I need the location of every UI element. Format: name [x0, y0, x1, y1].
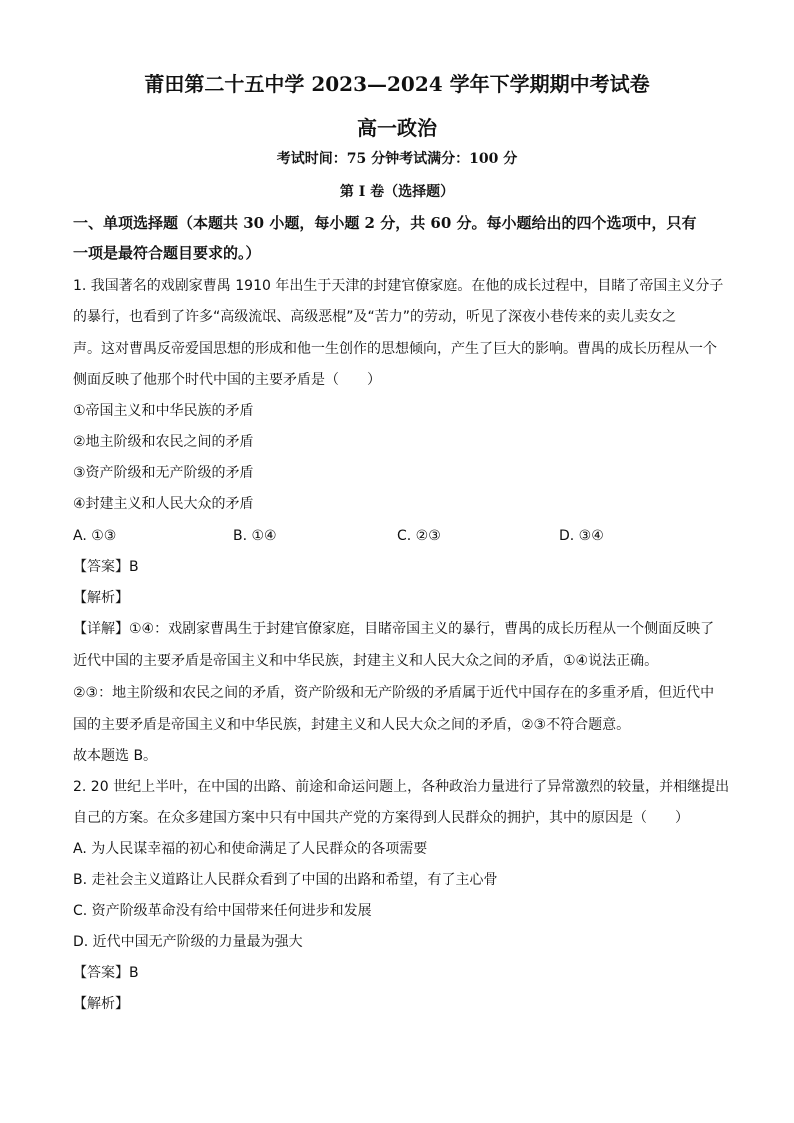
q1-option-c: C. ②③	[397, 528, 441, 544]
q1-detail-line: 近代中国的主要矛盾是帝国主义和中华民族，封建主义和人民大众之间的矛盾，①④说法正确。	[73, 653, 659, 669]
instructions-line-1: 一、单项选择题（本题共 30 小题，每小题 2 分，共 60 分。每小题给出的四个选项中，只有	[73, 214, 697, 232]
subject-title: 高一政治	[357, 116, 437, 140]
q1-stem-line: 1. 我国著名的戏剧家曹禺 1910 年出生于天津的封建官僚家庭。在他的成长过程中，目睹了帝国主义分子	[73, 278, 724, 294]
q2-option-d: D. 近代中国无产阶级的力量最为强大	[73, 934, 303, 950]
exam-info: 考试时间：75 分钟考试满分：100 分	[276, 151, 518, 167]
answer-label: 【答案】	[73, 559, 129, 575]
q2-answer	[73, 963, 733, 983]
q1-item: ④封建主义和人民大众的矛盾	[73, 496, 254, 512]
q1-stem-line: 侧面反映了他那个时代中国的主要矛盾是（ ）	[73, 372, 381, 388]
q1-stem-line: 声。这对曹禺反帝爱国思想的形成和他一生创作的思想倾向，产生了巨大的影响。曹禺的成长历程从一个	[73, 341, 717, 357]
q1-item: ③资产阶级和无产阶级的矛盾	[73, 465, 254, 481]
answer-value: B	[129, 965, 139, 981]
q1-analysis-label: 【解析】	[73, 590, 129, 606]
detail-label: 【详解】	[73, 621, 129, 637]
q1-stem-line: 的暴行，也看到了许多“高级流氓、高级恶棍”及“苦力”的劳动，听见了深夜小巷传来的卖儿卖女之	[73, 309, 677, 325]
q2-option-c: C. 资产阶级革命没有给中国带来任何进步和发展	[73, 903, 372, 919]
q2-option-a: A. 为人民谋幸福的初心和使命满足了人民群众的各项需要	[73, 841, 428, 857]
q1-detail-line: 故本题选 B。	[73, 748, 158, 764]
q1-answer	[73, 557, 733, 577]
q1-detail-line: 国的主要矛盾是帝国主义和中华民族，封建主义和人民大众之间的矛盾，②③不符合题意。	[73, 717, 631, 733]
q1-option-b: B. ①④	[233, 528, 277, 544]
q2-option-b: B. 走社会主义道路让人民群众看到了中国的出路和希望，有了主心骨	[73, 872, 498, 888]
q2-stem-line: 2. 20 世纪上半叶，在中国的出路、前途和命运问题上，各种政治力量进行了异常激烈的较量，并相继提出	[73, 779, 730, 795]
q1-item: ①帝国主义和中华民族的矛盾	[73, 403, 254, 419]
exam-title: 莆田第二十五中学 2023—2024 学年下学期期中考试卷	[144, 72, 650, 96]
section-heading: 第 I 卷（选择题）	[339, 184, 455, 200]
q1-option-d: D. ③④	[559, 528, 604, 544]
detail-text: ①④：戏剧家曹禺生于封建官僚家庭，目睹帝国主义的暴行，曹禺的成长历程从一个侧面反映了	[129, 621, 715, 637]
q1-detail-line	[73, 619, 733, 639]
q2-analysis-label: 【解析】	[73, 996, 129, 1012]
answer-value: B	[129, 559, 139, 575]
instructions-line-2: 一项是最符合题目要求的。）	[73, 244, 261, 262]
q2-stem-line: 自己的方案。在众多建国方案中只有中国共产党的方案得到人民群众的拥护，其中的原因是（ ）	[73, 810, 689, 826]
q1-item: ②地主阶级和农民之间的矛盾	[73, 434, 254, 450]
q1-option-a: A. ①③	[73, 528, 117, 544]
answer-label: 【答案】	[73, 965, 129, 981]
q1-detail-line: ②③：地主阶级和农民之间的矛盾，资产阶级和无产阶级的矛盾属于近代中国存在的多重矛盾，但近代中	[73, 685, 715, 701]
